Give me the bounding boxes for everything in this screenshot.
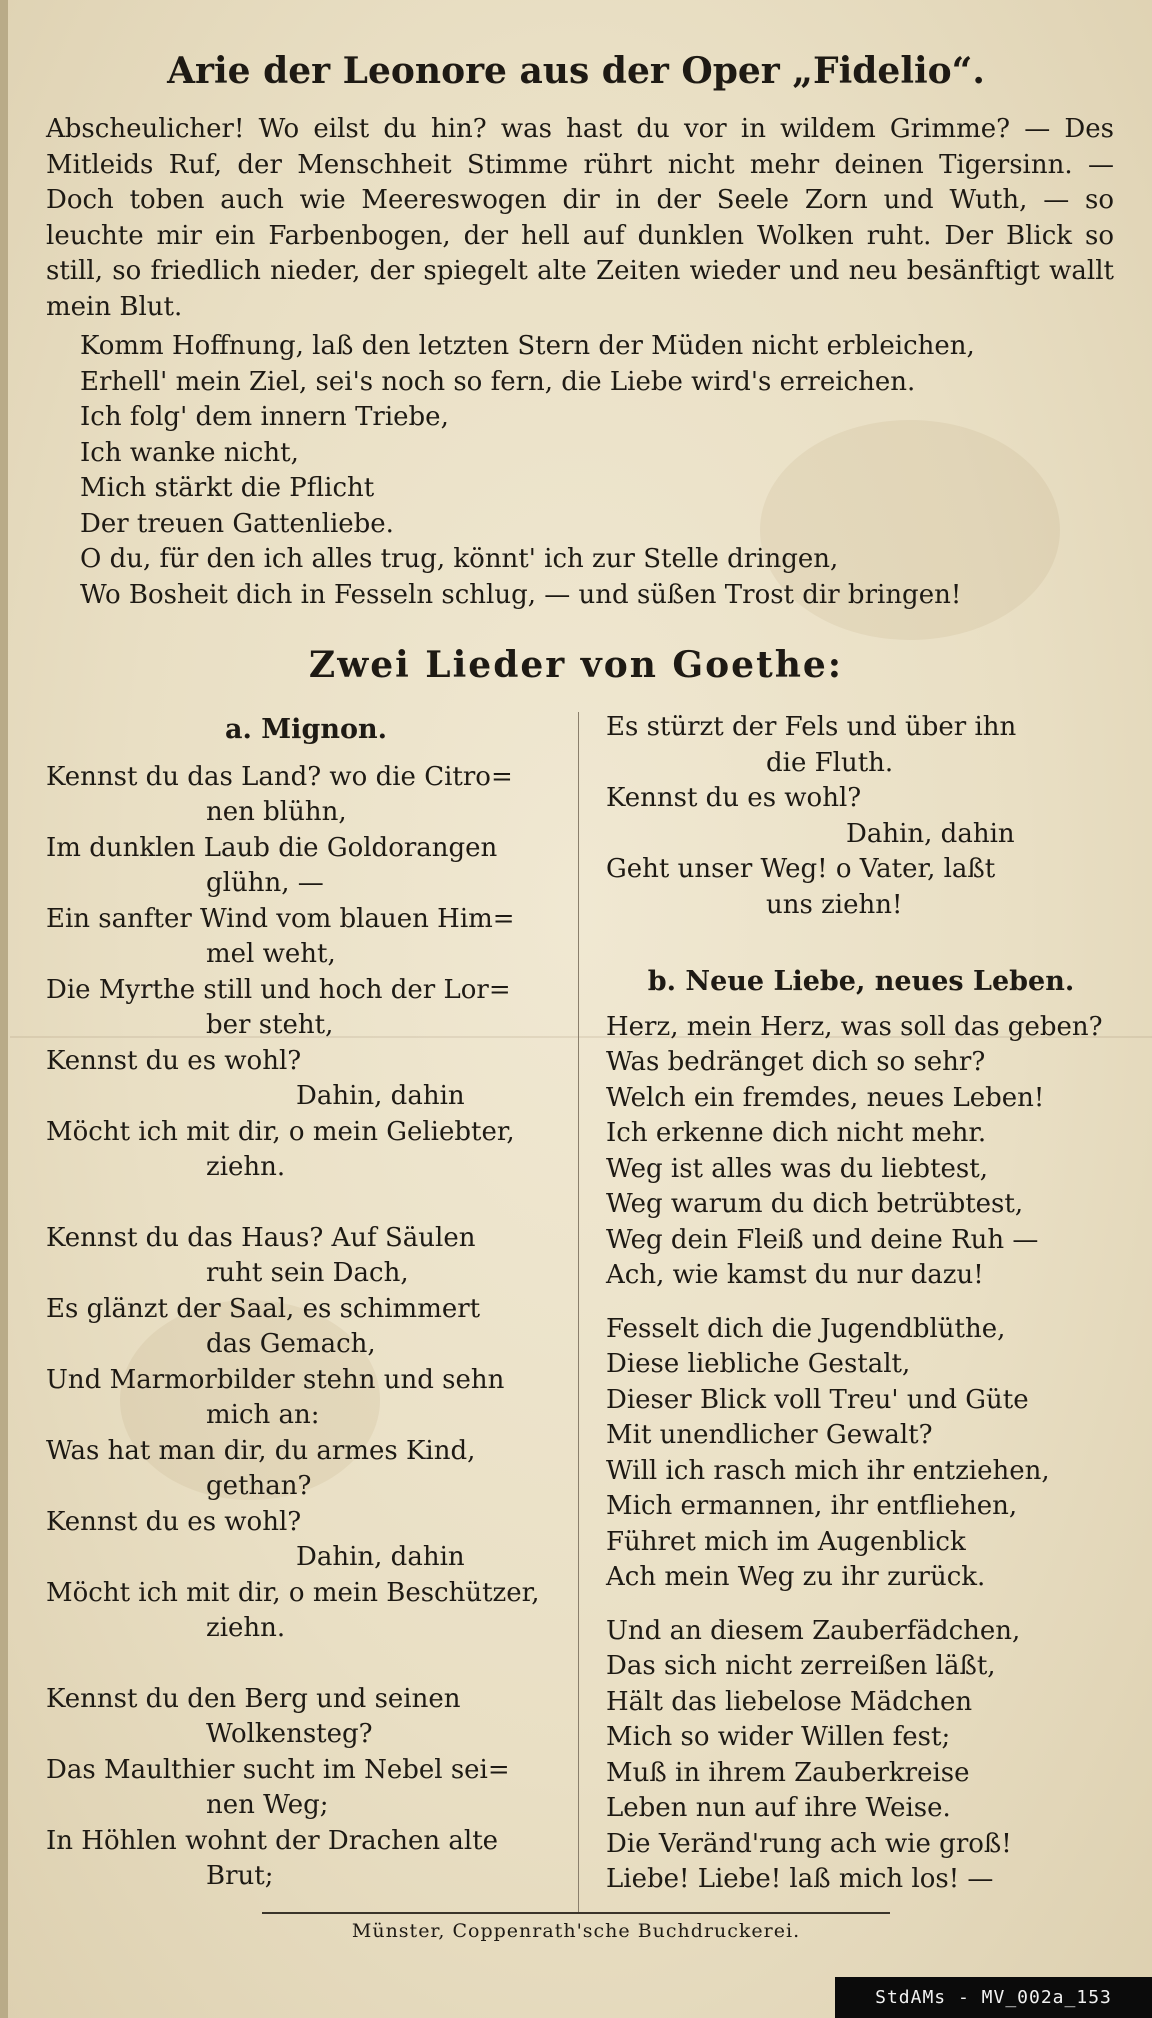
aria-line: Mich stärkt die Pflicht xyxy=(80,473,375,503)
poem-line: Mit unendlicher Gewalt? xyxy=(606,1420,933,1450)
poem-line: In Höhlen wohnt der Drachen alte xyxy=(46,1825,499,1856)
poem-line: Das Maulthier sucht im Nebel sei= xyxy=(46,1754,510,1785)
stanza-gap xyxy=(606,1294,1116,1312)
poem-line: Dahin, dahin xyxy=(296,1081,465,1111)
aria-line: Wo Bosheit dich in Fesseln schlug, — und süßen Trost dir bringen! xyxy=(80,579,962,610)
poem-line: Kennst du das Land? wo die Citro= xyxy=(46,761,513,792)
aria-line: Komm Hoffnung, laß den letzten Stern der Müden nicht erbleichen, xyxy=(80,331,975,361)
poem-line: nen Weg; xyxy=(206,1790,329,1820)
poem-line: Was hat man dir, du armes Kind, xyxy=(46,1435,476,1466)
archive-label: StdAMs - MV_002a_153 xyxy=(835,1977,1152,2018)
poem-line: Möcht ich mit dir, o mein Beschützer, xyxy=(46,1577,540,1608)
poem-line: Dahin, dahin xyxy=(296,1542,465,1572)
footer-rule xyxy=(262,1912,890,1914)
poem-line: Dieser Blick voll Treu' und Güte xyxy=(606,1384,1029,1415)
poem-line: Wolkensteg? xyxy=(206,1719,373,1749)
mignon-column xyxy=(46,714,566,1895)
poem-line: Muß in ihrem Zauberkreise xyxy=(606,1757,970,1788)
poem-line: Mich so wider Willen fest; xyxy=(606,1722,951,1752)
poem-line: Kennst du es wohl? xyxy=(46,1045,302,1076)
poem-line: ziehn. xyxy=(206,1613,286,1643)
poem-line: Ach mein Weg zu ihr zurück. xyxy=(606,1562,986,1592)
poem-line: Im dunklen Laub die Goldorangen xyxy=(46,832,498,863)
aria-verse xyxy=(80,329,1120,613)
poem-line: Kennst du den Berg und seinen xyxy=(46,1683,461,1714)
poem-line: Herz, mein Herz, was soll das geben? xyxy=(606,1011,1103,1042)
poem-line: Will ich rasch mich ihr entziehen, xyxy=(606,1455,1050,1486)
poem-line: Geht unser Weg! o Vater, laßt xyxy=(606,854,996,884)
neue-liebe-heading: b. Neue Liebe, neues Leben. xyxy=(647,966,1075,997)
poem-line: das Gemach, xyxy=(206,1329,376,1359)
poem-line: Weg ist alles was du liebtest, xyxy=(606,1153,988,1184)
poem-line: ruht sein Dach, xyxy=(206,1258,409,1288)
section-title: Zwei Lieder von Goethe: xyxy=(308,644,844,686)
stanza-gap xyxy=(46,1647,566,1682)
poem-line: die Fluth. xyxy=(766,747,894,778)
poem-line: Diese liebliche Gestalt, xyxy=(606,1349,911,1379)
poem-line: Die Myrthe still und hoch der Lor= xyxy=(46,974,511,1005)
poem-line: ber steht, xyxy=(206,1010,334,1040)
printer-imprint: Münster, Coppenrath'sche Buchdruckerei. xyxy=(351,1920,801,1942)
poem-line: Mich ermannen, ihr entfliehen, xyxy=(606,1491,1018,1521)
poem-line: Brut; xyxy=(206,1861,274,1891)
aria-line: Der treuen Gattenliebe. xyxy=(80,508,394,539)
poem-line: Möcht ich mit dir, o mein Geliebter, xyxy=(46,1116,515,1147)
poem-line: mel weht, xyxy=(206,939,336,969)
poem-line: Und an diesem Zauberfädchen, xyxy=(606,1615,1021,1646)
poem-line: Welch ein fremdes, neues Leben! xyxy=(606,1082,1045,1113)
column-divider xyxy=(578,712,579,1912)
poem-line: Fesselt dich die Jugendblüthe, xyxy=(606,1313,1006,1344)
poem-line: Und Marmorbilder stehn und sehn xyxy=(46,1364,505,1395)
poem-line: Die Veränd'rung ach wie groß! xyxy=(606,1828,1012,1859)
poem-line: glühn, — xyxy=(206,868,324,898)
neue-liebe-column xyxy=(606,966,1116,1898)
poem-line: Führet mich im Augenblick xyxy=(606,1526,966,1557)
mignon-heading: a. Mignon. xyxy=(225,714,387,745)
stanza-gap xyxy=(46,1186,566,1221)
poem-line: Ach, wie kamst du nur dazu! xyxy=(606,1260,984,1290)
poem-line: Dahin, dahin xyxy=(846,818,1015,849)
page-edge xyxy=(0,0,8,2018)
poem-line: Leben nun auf ihre Weise. xyxy=(606,1793,951,1823)
aria-line: Ich folg' dem innern Triebe, xyxy=(80,402,449,432)
poem-line: nen blühn, xyxy=(206,797,347,827)
poem-line: Ich erkenne dich nicht mehr. xyxy=(606,1118,987,1148)
poem-line: ziehn. xyxy=(206,1152,286,1182)
poem-line: mich an: xyxy=(206,1400,320,1430)
poem-line: Hält das liebelose Mädchen xyxy=(606,1686,973,1717)
poem-line: Es stürzt der Fels und über ihn xyxy=(606,712,1017,742)
poem-line: gethan? xyxy=(206,1471,312,1501)
recitative-paragraph: Abscheulicher! Wo eilst du hin? was hast du vor in wildem Grimme? — Des Mitleids Ruf, der Menschheit Stimme rührt nicht mehr deinen Tigersinn. — Doch toben auch wie Meereswogen dir in der Seele Zorn und Wuth, — so leuchte mir ein Farbenbogen, der hell auf dunklen Wolken ruht. Der Blick so still, so friedlich nieder, der spiegelt alte Zeiten wieder und neu besänftigt wallt mein Blut. xyxy=(46,114,1114,322)
mignon-continuation xyxy=(606,710,1116,923)
poem-line: Weg dein Fleiß und deine Ruh — xyxy=(606,1224,1039,1255)
poem-line: Ein sanfter Wind vom blauen Him= xyxy=(46,903,515,934)
poem-line: Liebe! Liebe! laß mich los! — xyxy=(606,1864,994,1894)
aria-line: Erhell' mein Ziel, sei's noch so fern, die Liebe wird's erreichen. xyxy=(80,366,916,397)
poem-line: Kennst du es wohl? xyxy=(606,783,862,813)
poem-line: uns ziehn! xyxy=(766,889,903,920)
poem-line: Was bedränget dich so sehr? xyxy=(606,1047,986,1077)
poem-line: Kennst du es wohl? xyxy=(46,1506,302,1537)
aria-line: Ich wanke nicht, xyxy=(80,437,299,468)
poem-line: Kennst du das Haus? Auf Säulen xyxy=(46,1222,476,1253)
aria-line: O du, für den ich alles trug, könnt' ich zur Stelle dringen, xyxy=(80,544,839,574)
poem-line: Es glänzt der Saal, es schimmert xyxy=(46,1293,481,1324)
aria-title: Arie der Leonore aus der Oper „Fidelio“. xyxy=(167,50,985,92)
poem-line: Das sich nicht zerreißen läßt, xyxy=(606,1651,996,1681)
poem-line: Weg warum du dich betrübtest, xyxy=(606,1189,1024,1219)
stanza-gap xyxy=(606,1596,1116,1614)
